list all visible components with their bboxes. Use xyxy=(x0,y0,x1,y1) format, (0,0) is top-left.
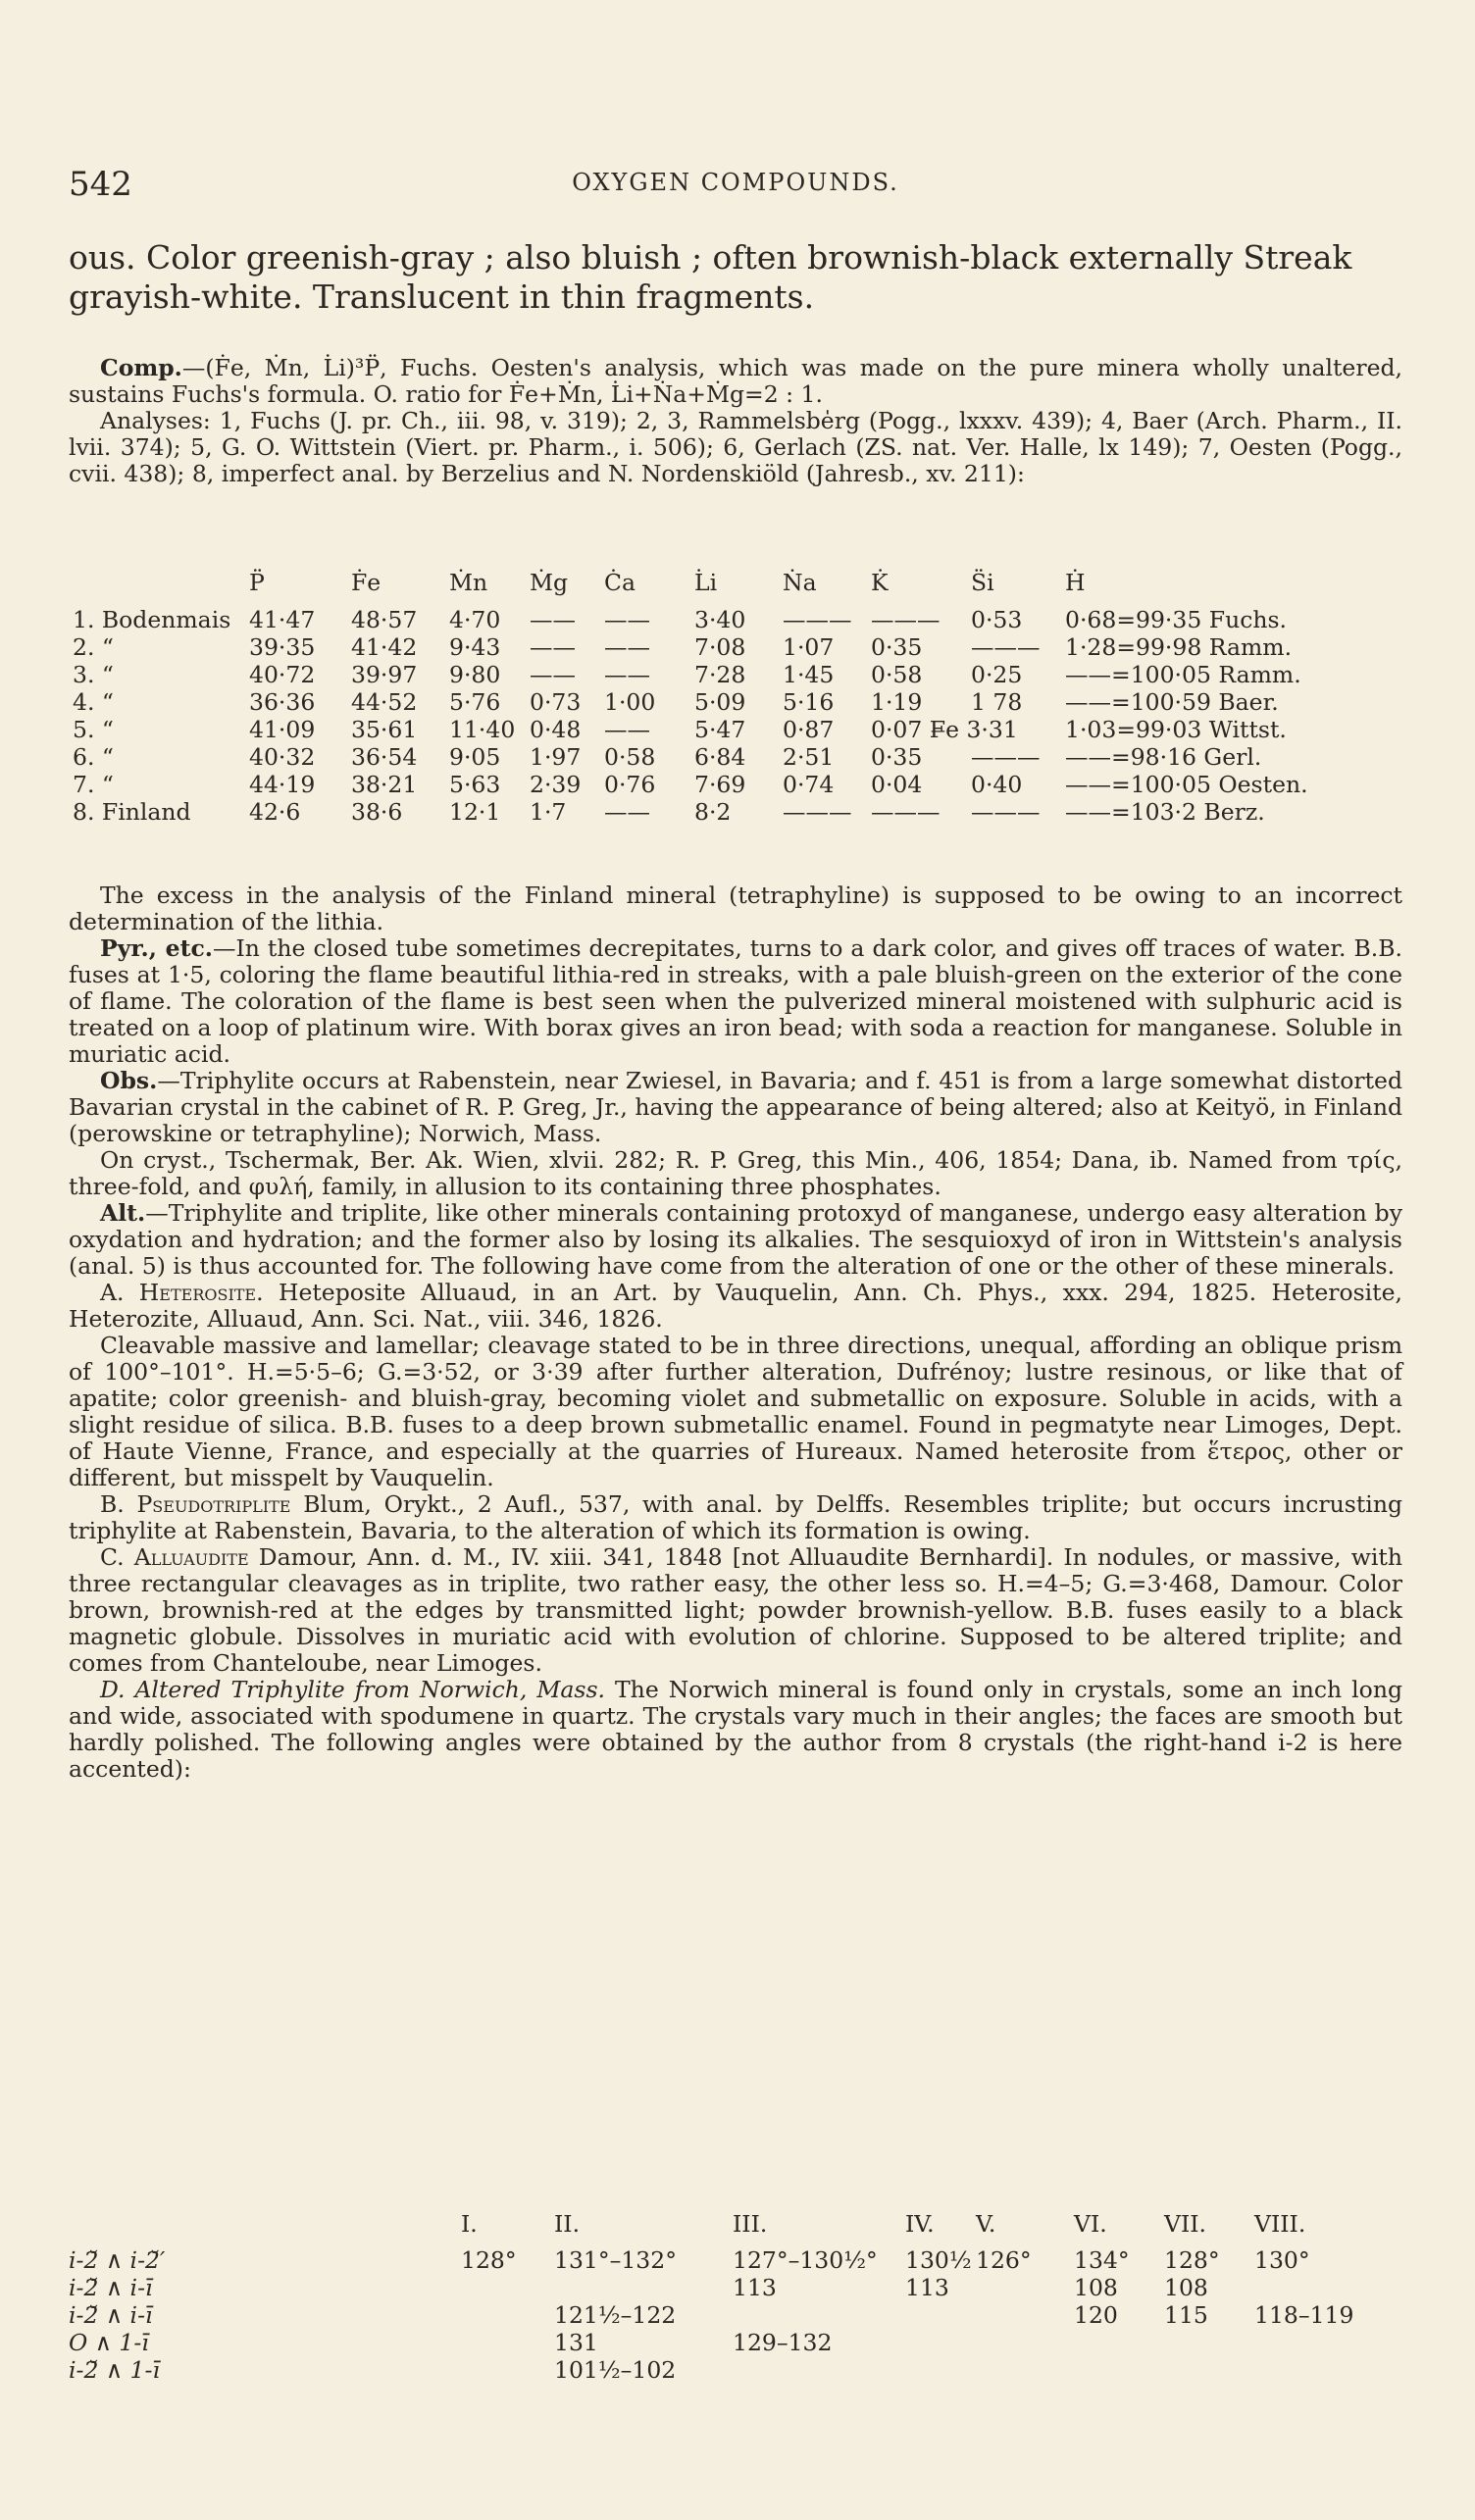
paragraph-label: Obs. xyxy=(100,1067,158,1094)
analysis-cell: —— xyxy=(604,716,650,743)
paragraph-norwich xyxy=(69,1677,1402,1783)
analysis-cell: 8. Finland xyxy=(73,798,191,826)
description-body xyxy=(69,882,1402,1783)
analysis-cell: 40·72 xyxy=(249,661,316,688)
paragraph-label: Pyr., etc. xyxy=(100,934,213,962)
analysis-cell: ——— xyxy=(971,743,1041,771)
intro-paragraph: ous. Color greenish-gray ; also bluish ; often brownish-black externally Streak grayish-white. Translucent in thin fragments. xyxy=(69,238,1352,316)
analysis-cell: ——=98·16 Gerl. xyxy=(1065,743,1262,771)
angles-cell xyxy=(733,2356,905,2384)
analysis-cell: 11·40 xyxy=(449,716,516,743)
analysis-cell: ——— xyxy=(971,798,1041,826)
analysis-cell: ——=100·05 Ramm. xyxy=(1065,661,1301,688)
paragraph-pseudotriplite xyxy=(69,1491,1402,1544)
analysis-cell: 4. “ xyxy=(73,688,114,716)
paragraph-label: D. Altered Triphylite from Norwich, Mass. xyxy=(100,1676,606,1703)
analysis-cell: 0·76 xyxy=(604,771,656,798)
analysis-cell: 0·53 xyxy=(971,606,1023,633)
paragraph-heterosite-desc xyxy=(69,1333,1402,1491)
angles-cell: 128° xyxy=(1164,2246,1220,2274)
analysis-cell: 12·1 xyxy=(449,798,501,826)
angles-cell xyxy=(1254,2274,1353,2301)
angles-cell xyxy=(905,2329,976,2356)
angles-cell: i-2̆ ∧ i-2̆′ xyxy=(69,2246,166,2274)
angles-cell: 118–119 xyxy=(1254,2301,1354,2329)
analysis-cell: —— xyxy=(530,661,576,688)
analysis-row xyxy=(69,716,1312,743)
analysis-cell: 1·97 xyxy=(530,743,582,771)
analysis-cell: 3·40 xyxy=(694,606,746,633)
analysis-row xyxy=(69,606,1312,633)
paragraph-label: B. Pseudotriplite xyxy=(100,1490,291,1518)
analysis-cell: 1·03=99·03 Wittst. xyxy=(1065,716,1287,743)
analysis-cell: 38·21 xyxy=(351,771,418,798)
analysis-row xyxy=(69,743,1312,771)
analysis-cell: 0·25 xyxy=(971,661,1023,688)
paragraph-text: The excess in the analysis of the Finland mineral (tetraphyline) is supposed to be owing to an incorrect determination of the lithia. xyxy=(69,882,1402,935)
paragraph-text: Damour, Ann. d. M., IV. xiii. 341, 1848 [not Alluaudite Bernhardi]. In nodules, or massive, with three rectangular cleavages as in triplite, two rather easy, the other less so. H.=4–5; G.=3·468, Damour. Color brown, brownish-red at the edges by transmitted light; powder brownish-yellow. B.B. fuses easily to a black magnetic globule. Dissolves in muriatic acid with evolution of chlorine. Supposed to be altered triplite; and comes from Chanteloube, near Limoges. xyxy=(69,1543,1402,1677)
analysis-cell: 1·07 xyxy=(783,633,835,661)
angles-header-cell xyxy=(69,2201,461,2246)
analysis-header-cell: L̇i xyxy=(694,569,718,596)
analysis-cell: ——— xyxy=(783,606,852,633)
angles-cell xyxy=(1254,2329,1353,2356)
angles-header-cell: VI. xyxy=(1074,2210,1107,2238)
paragraph-text: Cleavable massive and lamellar; cleavage stated to be in three directions, unequal, affording an oblique prism of 100°–101°. H.=5·5–6; G.=3·52, or 3·39 after further alteration, Dufrénoy; lustre resinous, or like that of apatite; color greenish- and bluish-gray, becoming violet and submetallic on exposure. Soluble in acids, with a slight residue of silica. B.B. fuses to a deep brown submetallic enamel. Found in pegmatyte near Limoges, Dept. of Haute Vienne, France, and especially at the quarries of Hureaux. Named heterosite from ἕτερος, other or different, but misspelt by Vauquelin. xyxy=(69,1332,1402,1491)
intro-text xyxy=(69,238,1402,317)
angles-row xyxy=(69,2329,1353,2356)
analysis-cell: 0·07 F̶e 3·31 xyxy=(871,716,1018,743)
paragraph-alt xyxy=(69,1200,1402,1280)
analysis-cell: 0·48 xyxy=(530,716,582,743)
analysis-cell: 7. “ xyxy=(73,771,114,798)
angles-header-cell: II. xyxy=(554,2210,581,2238)
analysis-cell: 0·40 xyxy=(971,771,1023,798)
analysis-cell: —— xyxy=(604,606,650,633)
angles-cell xyxy=(1164,2356,1254,2384)
paragraph-text: —Triphylite occurs at Rabenstein, near Zwiesel, in Bavaria; and f. 451 is from a large somewhat distorted Bavarian crystal in the cabinet of R. P. Greg, Jr., having the appearance of being altered; also at Keityö, in Finland (perowskine or tetraphyline); Norwich, Mass. xyxy=(69,1067,1402,1147)
angles-cell: 134° xyxy=(1074,2246,1130,2274)
analysis-cell: 42·6 xyxy=(249,798,301,826)
angles-cell: 113 xyxy=(733,2274,777,2301)
analysis-header-cell: P̈ xyxy=(249,569,265,596)
angles-cell: 120 xyxy=(1074,2301,1118,2329)
analysis-cell: 0·35 xyxy=(871,633,923,661)
analysis-cell: 5. “ xyxy=(73,716,114,743)
analysis-cell: 5·63 xyxy=(449,771,501,798)
analysis-cell: 2. “ xyxy=(73,633,114,661)
angles-header-row xyxy=(69,2201,1353,2246)
analysis-cell: 41·09 xyxy=(249,716,316,743)
angles-header-cell: VIII. xyxy=(1254,2210,1306,2238)
analysis-cell: 1·45 xyxy=(783,661,835,688)
analysis-cell: 0·58 xyxy=(871,661,923,688)
angles-cell xyxy=(461,2329,554,2356)
paragraph-alluaudite xyxy=(69,1544,1402,1677)
analysis-row xyxy=(69,798,1312,826)
paragraph-obs xyxy=(69,1068,1402,1147)
analysis-cell: —— xyxy=(604,661,650,688)
analysis-cell: 0·74 xyxy=(783,771,835,798)
angles-cell xyxy=(1254,2356,1353,2384)
paragraph-text: —In the closed tube sometimes decrepitates, turns to a dark color, and gives off traces of water. B.B. fuses at 1·5, coloring the flame beautiful lithia-red in streaks, with a pale bluish-green on the exterior of the cone of flame. The coloration of the flame is best seen when the pulverized mineral moistened with sulphuric acid is treated on a loop of platinum wire. With borax gives an iron bead; with soda a reaction for manganese. Soluble in muriatic acid. xyxy=(69,934,1402,1068)
angles-row xyxy=(69,2246,1353,2274)
analysis-cell: 36·36 xyxy=(249,688,316,716)
angles-cell xyxy=(1074,2329,1164,2356)
analysis-header-cell: Ṁg xyxy=(530,569,569,596)
angles-header-cell: I. xyxy=(461,2210,478,2238)
paragraph-excess xyxy=(69,882,1402,935)
analysis-cell: ——— xyxy=(971,633,1041,661)
analysis-cell: ——=100·05 Oesten. xyxy=(1065,771,1308,798)
analysis-cell: ——=103·2 Berz. xyxy=(1065,798,1265,826)
comp-paragraph xyxy=(69,355,1402,408)
analysis-cell: 5·76 xyxy=(449,688,501,716)
angles-cell xyxy=(461,2356,554,2384)
angles-cell xyxy=(1074,2356,1164,2384)
angles-cell xyxy=(976,2329,1074,2356)
angles-cell: i-2̆ ∧ i-ī xyxy=(69,2301,153,2329)
angles-cell: 108 xyxy=(1164,2274,1208,2301)
page-header xyxy=(69,165,1402,204)
angles-cell xyxy=(976,2356,1074,2384)
analysis-header-cell: Ḣ xyxy=(1065,569,1086,596)
analysis-cell: 35·61 xyxy=(351,716,418,743)
analysis-cell: 0·87 xyxy=(783,716,835,743)
angles-cell: 108 xyxy=(1074,2274,1118,2301)
analysis-cell: 1·19 xyxy=(871,688,923,716)
analysis-cell: 3. “ xyxy=(73,661,114,688)
angles-cell xyxy=(461,2301,554,2329)
analysis-header-cell xyxy=(69,559,245,606)
paragraph-text: The Norwich mineral is found only in crystals, some an inch long and wide, associated with spodumene in quartz. The crystals vary much in their angles; the faces are smooth but hardly polished. The following angles were obtained by the author from 8 crystals (the right-hand i-2 is here accented): xyxy=(69,1676,1402,1783)
angles-cell: 128° xyxy=(461,2246,517,2274)
analysis-row xyxy=(69,688,1312,716)
analysis-cell: 0·68=99·35 Fuchs. xyxy=(1065,606,1288,633)
analysis-cell: 9·80 xyxy=(449,661,501,688)
paragraph-text: —Triphylite and triplite, like other minerals containing protoxyd of manganese, undergo easy alteration by oxydation and hydration; and the former also by losing its alkalies. The sesquioxyd of iron in Wittstein's analysis (anal. 5) is thus accounted for. The following have come from the alteration of one or the other of these minerals. xyxy=(69,1199,1402,1280)
analysis-cell: ——=100·59 Baer. xyxy=(1065,688,1279,716)
analysis-cell: 44·19 xyxy=(249,771,316,798)
angles-cell xyxy=(554,2274,733,2301)
analysis-cell: 2·39 xyxy=(530,771,582,798)
analyses-intro: Analyses: 1, Fuchs (J. pr. Ch., iii. 98, v. 319); 2, 3, Rammelsbe̍rg (Pogg., lxxxv. 439); 4, Baer (Arch. Pharm., II. lvii. 374); 5, G. O. Wittstein (Viert. pr. Pharm., i. 506); 6, Gerlach (ZS. nat. Ver. Halle, lx 149); 7, Oesten (Pogg., cvii. 438); 8, imperfect anal. by Berzelius and N. Nordenskiöld (Jahresb., xv. 211): xyxy=(69,407,1402,487)
angles-cell: 131°–132° xyxy=(554,2246,677,2274)
analysis-header-cell: Ḟe xyxy=(351,569,381,596)
angles-cell: i-2̆ ∧ 1-ī xyxy=(69,2356,160,2384)
analysis-cell: 1·00 xyxy=(604,688,656,716)
angles-table xyxy=(69,2201,1353,2384)
analysis-header-cell: K̇ xyxy=(871,569,889,596)
analysis-cell: 6. “ xyxy=(73,743,114,771)
analysis-row xyxy=(69,661,1312,688)
paragraph-text: Heteposite Alluaud, in an Art. by Vauquelin, Ann. Ch. Phys., xxx. 294, 1825. Heterosite, Heterozite, Alluaud, Ann. Sci. Nat., viii. 346, 1826. xyxy=(69,1279,1403,1333)
page-number: 542 xyxy=(69,165,132,204)
analysis-cell: 39·97 xyxy=(351,661,418,688)
analysis-cell: 5·09 xyxy=(694,688,746,716)
analysis-cell: 39·35 xyxy=(249,633,316,661)
angles-cell: 130° xyxy=(1254,2246,1310,2274)
angles-header-cell: VII. xyxy=(1164,2210,1207,2238)
angles-row xyxy=(69,2301,1353,2329)
analysis-cell: 9·43 xyxy=(449,633,501,661)
analysis-cell: 0·73 xyxy=(530,688,582,716)
analysis-cell: 1·28=99·98 Ramm. xyxy=(1065,633,1293,661)
analysis-header-cell: Ṅa xyxy=(783,569,817,596)
analysis-cell: 6·84 xyxy=(694,743,746,771)
analysis-table xyxy=(69,559,1312,826)
comp-section xyxy=(69,355,1402,487)
analysis-cell: —— xyxy=(530,606,576,633)
analysis-cell: 41·42 xyxy=(351,633,418,661)
analysis-cell: —— xyxy=(604,798,650,826)
angles-cell xyxy=(905,2356,976,2384)
angles-cell: 127°–130½° xyxy=(733,2246,878,2274)
analysis-cell: 44·52 xyxy=(351,688,418,716)
analysis-cell: 1 78 xyxy=(971,688,1023,716)
paragraph-text: On cryst., Tschermak, Ber. Ak. Wien, xlvii. 282; R. P. Greg, this Min., 406, 1854; Dana, ib. Named from τρίς, three-fold, and φυλή, family, in allusion to its containing three phosphates. xyxy=(69,1146,1402,1200)
analysis-cell: 0·35 xyxy=(871,743,923,771)
analysis-cell: ——— xyxy=(871,798,941,826)
comp-label: Comp. xyxy=(100,354,182,381)
angles-cell xyxy=(1164,2329,1254,2356)
angles-cell xyxy=(976,2301,1074,2329)
analysis-row xyxy=(69,771,1312,798)
analysis-cell: ——— xyxy=(783,798,852,826)
paragraph-label: A. Heterosite. xyxy=(100,1279,264,1306)
angles-cell xyxy=(733,2301,905,2329)
analysis-cell: 8·2 xyxy=(694,798,732,826)
analysis-cell: 38·6 xyxy=(351,798,403,826)
angles-cell: O ∧ 1-ī xyxy=(69,2329,149,2356)
analysis-cell: ——— xyxy=(871,606,941,633)
angles-cell: 101½–102 xyxy=(554,2356,677,2384)
angles-header-cell: V. xyxy=(976,2210,996,2238)
analysis-header-cell: S̈i xyxy=(971,569,994,596)
angles-cell: 126° xyxy=(976,2246,1032,2274)
analysis-cell: 4·70 xyxy=(449,606,501,633)
analysis-cell: 7·08 xyxy=(694,633,746,661)
angles-cell: 130½ xyxy=(905,2246,972,2274)
analysis-cell: 0·04 xyxy=(871,771,923,798)
angles-cell xyxy=(461,2274,554,2301)
running-title: OXYGEN COMPOUNDS. xyxy=(572,169,899,196)
paragraph-heterosite xyxy=(69,1280,1402,1333)
paragraph-pyr xyxy=(69,935,1402,1068)
angles-cell xyxy=(976,2274,1074,2301)
angles-cell: 115 xyxy=(1164,2301,1208,2329)
analysis-header-cell: Ṁn xyxy=(449,569,488,596)
angles-cell xyxy=(905,2301,976,2329)
analysis-cell: 7·69 xyxy=(694,771,746,798)
comp-text: —(Ḟe, Ṁn, L̇i)³P̈, Fuchs. Oesten's analysis, which was made on the pure minera wholly unaltered, sustains Fuchs's formula. O. ratio for Ḟe+Ṁn, L̇i+Ṅa+Ṁg=2 : 1. xyxy=(69,354,1402,408)
analysis-header-row xyxy=(69,559,1312,606)
analysis-cell: 48·57 xyxy=(351,606,418,633)
angles-cell: 121½–122 xyxy=(554,2301,677,2329)
analysis-row xyxy=(69,633,1312,661)
angles-row xyxy=(69,2356,1353,2384)
analysis-cell: 41·47 xyxy=(249,606,316,633)
angles-cell: i-2̆ ∧ i-ī xyxy=(69,2274,153,2301)
analysis-header-cell: Ċa xyxy=(604,569,636,596)
analysis-cell: 40·32 xyxy=(249,743,316,771)
paragraph-label: Alt. xyxy=(100,1199,146,1227)
angles-header-cell: III. xyxy=(733,2210,768,2238)
analysis-cell: 5·47 xyxy=(694,716,746,743)
paragraph-cryst xyxy=(69,1147,1402,1200)
paragraph-label: C. Alluaudite xyxy=(100,1543,249,1571)
analysis-cell: 7·28 xyxy=(694,661,746,688)
analysis-cell: 36·54 xyxy=(351,743,418,771)
angles-row xyxy=(69,2274,1353,2301)
analysis-cell: 0·58 xyxy=(604,743,656,771)
paragraph-text: Blum, Orykt., 2 Aufl., 537, with anal. by Delffs. Resembles triplite; but occurs incrusting triphylite at Rabenstein, Bavaria, to the alteration of which its formation is owing. xyxy=(69,1490,1403,1544)
analysis-cell: 9·05 xyxy=(449,743,501,771)
analysis-cell: 1·7 xyxy=(530,798,567,826)
angles-header-cell: IV. xyxy=(905,2210,935,2238)
angles-cell: 129–132 xyxy=(733,2329,833,2356)
angles-cell: 113 xyxy=(905,2274,949,2301)
analysis-cell: 5·16 xyxy=(783,688,835,716)
analysis-cell: —— xyxy=(604,633,650,661)
analysis-cell: —— xyxy=(530,633,576,661)
analysis-cell: 2·51 xyxy=(783,743,835,771)
analysis-cell: 1. Bodenmais xyxy=(73,606,231,633)
angles-cell: 131 xyxy=(554,2329,598,2356)
